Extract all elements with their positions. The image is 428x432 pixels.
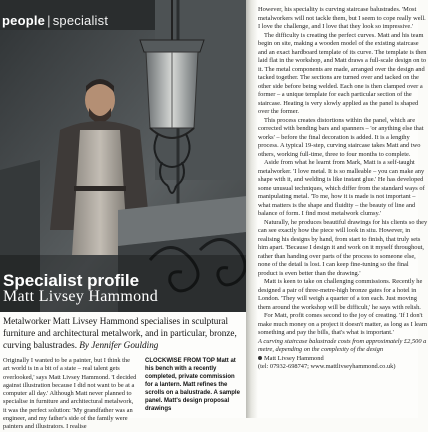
page-gutter	[246, 0, 258, 418]
body-paragraph: Matt is keen to take on challenging commissions. Recently he designed a pair of three-metre-high bronze gates for a hotel in London. 'They will weigh a quarter of a ton each. Just moving them around the workshop will be difficult,' he says with relish.	[258, 278, 423, 311]
body-paragraph: However, his speciality is curving staircase balustrades. 'Most metalworkers will not tackle them, but I seem to cope really well. I love the challenge, and I love that they look so impressive.'	[258, 6, 426, 30]
contact-block	[258, 355, 428, 372]
right-body-column	[258, 6, 428, 372]
feature-title: Specialist profile	[3, 271, 140, 290]
section-label: people	[2, 13, 46, 28]
contact-details: (tel: 07932-698747; www.mattlivseyhammond.co.uk)	[258, 363, 396, 370]
body-paragraph: Naturally, he produces beautiful drawings for his clients so they can see exactly how the piece will look in situ. However, in realising his designs by hand, from start to finish, that truly sets him apart. 'Because I design it and work on it myself throughout, rather than handing over parts of the process to someone else, none of the detail is lost. I can keep fine-tuning so the final product is even better than the drawing.'	[258, 218, 428, 277]
section-separator: |	[47, 13, 51, 28]
price-info: A curving staircase balustrade costs from approximately £2,500 a metre, depending on the complexity of the design	[258, 337, 427, 353]
feature-subject: Matt Livsey Hammond	[3, 288, 159, 305]
subsection-label: specialist	[52, 13, 109, 28]
byline: By Jennifer Goulding	[79, 339, 159, 350]
contact-name: Matt Livsey Hammond	[264, 354, 324, 362]
workshop-photo	[0, 0, 247, 312]
standfirst	[3, 316, 249, 351]
bullet-icon	[258, 356, 262, 360]
left-body-paragraph: Originally I wanted to be a painter, but I think the art world is in a bit of a state – real talent gets overlooked,' says Matt Livsey Hammond. 'I decided against illustration because I did not want to be at a computer all day.' Although Matt never planned to specialise in furniture and architectural metalwork, it was the perfect solution: 'My grandfather was an engineer, and my father's side of the family were painters and illustrators. I realise	[3, 357, 137, 431]
standfirst-text: Metalworker Matt Livsey Hammond specialises in sculptural furniture and architectural metalwork, and in particular, bronze, curving balustrades.	[3, 316, 237, 350]
section-header	[2, 13, 108, 28]
body-paragraph: The difficulty is creating the perfect curves. Matt and his team begin on site, making a wooden model of the existing staircase and an exact hardboard template of its curve. The template is then laid flat in the workshop, and Matt draws a full-scale design on to it. The metal components are made, arranged over the design and tacked together. The sections are turned over and tacked on the other side before being welded. Each one is then clamped over a former – a unique template for each particular section of the staircase. Heating is very slowly applied as the panel is shaped over the former.	[258, 31, 427, 115]
workshop-photo-illustration	[0, 0, 247, 312]
left-body-column	[3, 357, 138, 431]
photo-caption: CLOCKWISE FROM TOP Matt at his bench with a recently completed, private commission for a lantern. Matt refines the scrolls on a balustrade. A sample panel. Matt's design proposal drawings	[145, 358, 240, 412]
body-paragraph: For Matt, profit comes second to the joy of creating. 'If I don't make much money on a project it doesn't matter, as long as I learn something and pay the bills, that's what is important.'	[258, 312, 428, 336]
body-paragraph: This process creates distortions within the panel, which are corrected with bending bars and spanners – 'or anything else that works' – before the final decoration is added. It is a lengthy process. A typical 19-step, curving staircase takes Matt and two others, working full-time, three to four months to complete.	[258, 116, 424, 158]
body-paragraph: Aside from what he learnt from Mark, Matt is a self-taught metalworker. 'I love metal. It is so malleable – you can make any shape with it, and welding is like instant glue.' He has developed some unusual techniques, which differ from the standard ways of manipulating metal. 'To me, how it is made is not important – what matters is the shape and fluidity – the beauty of line and balance of form. I find most metalwork clumsy.'	[258, 159, 425, 217]
right-page	[258, 0, 428, 418]
